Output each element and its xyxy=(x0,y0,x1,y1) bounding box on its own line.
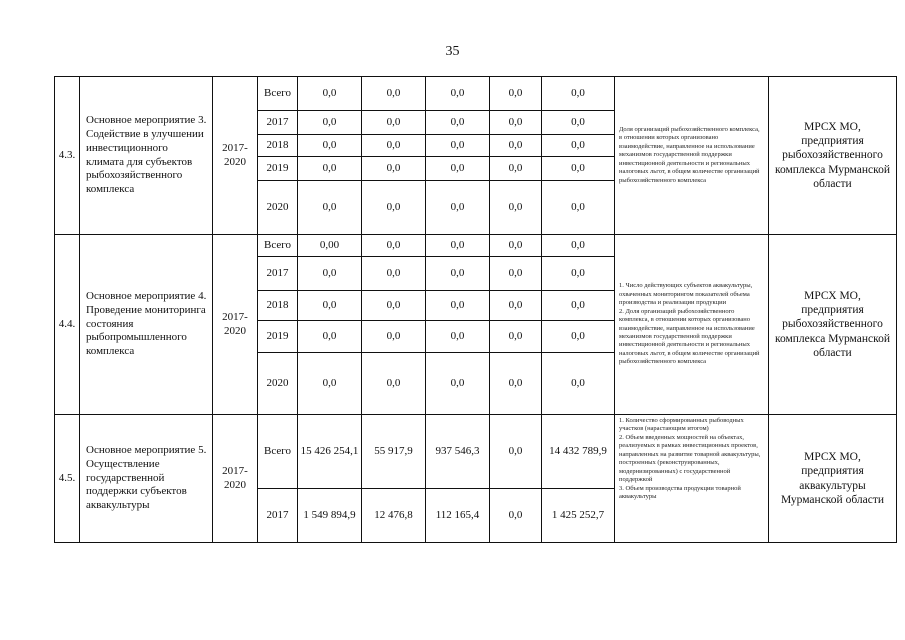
value-cell: 0,0 xyxy=(490,489,542,543)
table-row xyxy=(55,415,897,489)
page-number: 35 xyxy=(445,44,460,59)
indicator-text: 1. Количество сформированных рыбоводных участков (нарастающим итогом) xyxy=(619,417,744,433)
value-cell: 0,0 xyxy=(542,181,615,235)
indicator-text: 3. Объем производства продукции товарной аквакультуры xyxy=(619,484,741,500)
value-cell: 0,0 xyxy=(490,111,542,135)
value-cell: 0,0 xyxy=(490,135,542,157)
value-cell: 0,0 xyxy=(362,353,426,415)
value-cell: 0,0 xyxy=(362,235,426,257)
value-cell: 0,0 xyxy=(490,181,542,235)
year-label: 2020 xyxy=(258,353,298,415)
indicator-text: Доля организаций рыбохозяйственного комплекса, в отношении которых организовано взаимодействие, направленное на использование механизмов государственной поддержки инвестиционной деятельности и региональных налоговых льгот, в общем количестве организаций рыбохозяйственного комплекса xyxy=(619,125,760,184)
value-cell: 0,0 xyxy=(362,291,426,321)
value-cell: 0,0 xyxy=(362,257,426,291)
value-cell: 0,0 xyxy=(490,235,542,257)
executor-cell: МРСХ МО, предприятия аквакультуры Мурманской области xyxy=(769,415,897,543)
value-cell: 0,0 xyxy=(490,291,542,321)
value-cell: 0,0 xyxy=(362,181,426,235)
indicators-cell xyxy=(615,235,769,415)
value-cell: 0,0 xyxy=(542,111,615,135)
indicators-cell xyxy=(615,77,769,235)
value-cell: 0,0 xyxy=(542,321,615,353)
year-label: 2017 xyxy=(258,257,298,291)
value-cell: 0,0 xyxy=(362,157,426,181)
value-cell: 1 425 252,7 xyxy=(542,489,615,543)
item-number: 4.3. xyxy=(55,77,80,235)
value-cell: 55 917,9 xyxy=(362,415,426,489)
value-cell: 0,0 xyxy=(490,321,542,353)
executor-cell: МРСХ МО, предприятия рыбохозяйственного комплекса Мурманской области xyxy=(769,235,897,415)
value-cell: 112 165,4 xyxy=(426,489,490,543)
year-label: 2020 xyxy=(258,181,298,235)
value-cell: 0,0 xyxy=(362,111,426,135)
value-cell: 0,0 xyxy=(426,77,490,111)
value-cell: 14 432 789,9 xyxy=(542,415,615,489)
period: 2017-2020 xyxy=(213,77,258,235)
value-cell: 0,0 xyxy=(542,157,615,181)
year-label: 2018 xyxy=(258,135,298,157)
value-cell: 0,0 xyxy=(426,181,490,235)
year-label: Всего xyxy=(258,415,298,489)
value-cell: 12 476,8 xyxy=(362,489,426,543)
value-cell: 15 426 254,1 xyxy=(298,415,362,489)
value-cell: 0,0 xyxy=(426,291,490,321)
year-label: Всего xyxy=(258,77,298,111)
year-label: 2017 xyxy=(258,111,298,135)
value-cell: 0,0 xyxy=(298,353,362,415)
value-cell: 0,0 xyxy=(426,235,490,257)
activity-name: Основное мероприятие 3. Содействие в улучшении инвестиционного климата для субъектов рыбохозяйственного комплекса xyxy=(80,77,213,235)
item-number: 4.4. xyxy=(55,235,80,415)
value-cell: 0,0 xyxy=(542,257,615,291)
value-cell: 1 549 894,9 xyxy=(298,489,362,543)
program-table xyxy=(54,76,897,543)
activity-name: Основное мероприятие 5. Осуществление государственной поддержки субъектов аквакультуры xyxy=(80,415,213,543)
value-cell: 0,0 xyxy=(426,135,490,157)
value-cell: 0,0 xyxy=(298,77,362,111)
period: 2017-2020 xyxy=(213,415,258,543)
year-label: 2017 xyxy=(258,489,298,543)
value-cell: 0,0 xyxy=(490,77,542,111)
value-cell: 0,00 xyxy=(298,235,362,257)
activity-name: Основное мероприятие 4. Проведение мониторинга состояния рыбопромышленного комплекса xyxy=(80,235,213,415)
value-cell: 0,0 xyxy=(426,111,490,135)
value-cell: 0,0 xyxy=(426,157,490,181)
value-cell: 0,0 xyxy=(426,321,490,353)
value-cell: 0,0 xyxy=(298,291,362,321)
value-cell: 937 546,3 xyxy=(426,415,490,489)
period: 2017-2020 xyxy=(213,235,258,415)
value-cell: 0,0 xyxy=(542,77,615,111)
year-label: 2018 xyxy=(258,291,298,321)
value-cell: 0,0 xyxy=(298,321,362,353)
indicator-text: 1. Число действующих субъектов аквакультуры, охваченных мониторингом показателей объема производства и реализации продукции xyxy=(619,282,753,307)
table-row xyxy=(55,77,897,111)
value-cell: 0,0 xyxy=(542,135,615,157)
value-cell: 0,0 xyxy=(490,353,542,415)
value-cell: 0,0 xyxy=(426,257,490,291)
indicator-text: 2. Доля организаций рыбохозяйственного комплекса, в отношении которых организовано взаимодействие, направленное на использование механизмов государственной поддержки инвестиционной деятельности и региональных налоговых льгот, в общем количестве организаций рыбохозяйственного комплекса xyxy=(619,307,760,366)
value-cell: 0,0 xyxy=(542,291,615,321)
year-label: Всего xyxy=(258,235,298,257)
value-cell: 0,0 xyxy=(426,353,490,415)
indicators-cell xyxy=(615,415,769,543)
value-cell: 0,0 xyxy=(490,257,542,291)
value-cell: 0,0 xyxy=(298,257,362,291)
value-cell: 0,0 xyxy=(298,157,362,181)
value-cell: 0,0 xyxy=(490,415,542,489)
value-cell: 0,0 xyxy=(362,77,426,111)
value-cell: 0,0 xyxy=(490,157,542,181)
value-cell: 0,0 xyxy=(362,321,426,353)
value-cell: 0,0 xyxy=(298,111,362,135)
table-row xyxy=(55,235,897,257)
value-cell: 0,0 xyxy=(362,135,426,157)
value-cell: 0,0 xyxy=(298,135,362,157)
year-label: 2019 xyxy=(258,157,298,181)
value-cell: 0,0 xyxy=(298,181,362,235)
value-cell: 0,0 xyxy=(542,353,615,415)
indicator-text: 2. Объем введенных мощностей на объектах, реализуемых в рамках инвестиционных проектов, направленных на развитие товарной аквакультуры, построенных (реконструированных, модернизированных) с государственной поддержкой xyxy=(619,433,761,484)
year-label: 2019 xyxy=(258,321,298,353)
value-cell: 0,0 xyxy=(542,235,615,257)
executor-cell: МРСХ МО, предприятия рыбохозяйственного комплекса Мурманской области xyxy=(769,77,897,235)
item-number: 4.5. xyxy=(55,415,80,543)
